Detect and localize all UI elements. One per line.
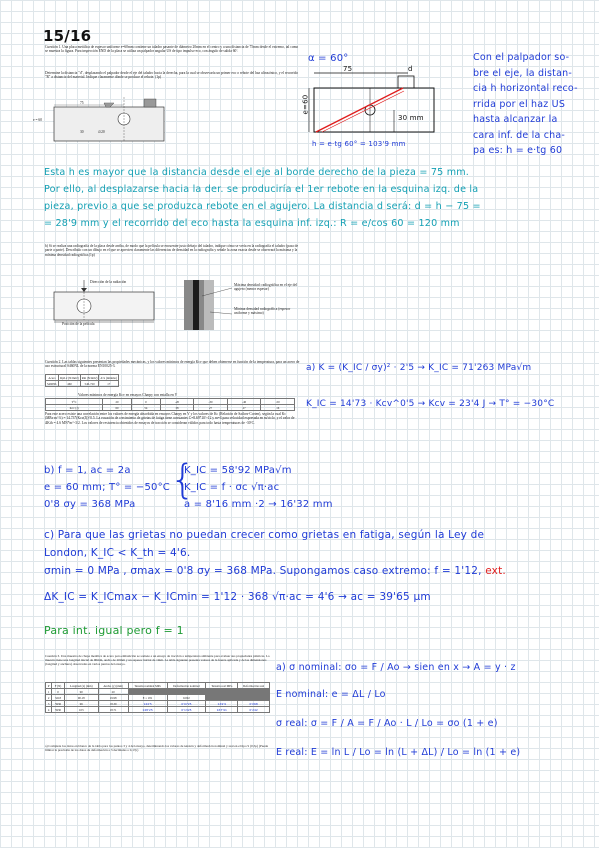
q1-intro: Cuestión 1. Una placa metálica de espesor uniforme e=60mm contiene un taladro pasante de diámetro 20mm en el centro y a una distancia de 75mm desde el extremo, tal como se muestra la figura. Para inspección END de la placa se utiliza un palpador angular US de tipo impulso-eco, con ángulo de salida 60º.	[45, 45, 299, 54]
q1-sketch-e: e=60	[301, 94, 310, 115]
q2-b-left-line: e = 60 mm; T° = −50°C	[44, 482, 170, 493]
table-header-cell: 0	[131, 399, 160, 405]
rad-label-min: Mínima densidad radiográfica (espesor uniforme y máximo)	[234, 307, 291, 316]
table-cell: 0	[52, 689, 65, 695]
q2-a-line2: K_IC = 14'73 · Kcv^0'5 → Kcv = 23'4 J → T° = −30°C	[306, 399, 555, 409]
q1-alpha: α = 60°	[308, 53, 349, 64]
q1-sketch-d: d	[408, 65, 413, 73]
q2-charpy-title: Valores mínimos de energía Kcv en ensayos Charpy con entalla en V	[78, 393, 178, 397]
q2-intro: Cuestión 2. Las tablas siguientes presentan las propiedades mecánicas, y los valores mínimos de energía Kcv que deben obtenerse en función de la temperatura, para un acero de uso estructural S460NL de la norma EN10025-3.	[45, 360, 300, 369]
table-cell: 5930	[52, 707, 65, 713]
q3-footer: a) Complete los datos en blanco de la tabla para los puntos 3 y 4 del ensayo, determinando los valores de tensión y deformación nominal y real en el tipo S (0,5p) (Puede limitar la precisión de los datos de deformación a 3 decimales o 0,17p)	[45, 744, 269, 752]
q2-a-line1: a) K = (K_IC / σy)² · 2'5 → K_IC = 71'263 MPa√m	[306, 363, 532, 373]
table-cell: 18.71	[98, 707, 128, 713]
q2-c-note: Para int. igual pero f = 1	[44, 624, 184, 637]
table-cell: 27	[227, 405, 261, 411]
table-cell: 54	[131, 405, 160, 411]
q1-fig-dim-top: 75	[80, 101, 84, 105]
table-header-cell: T°C	[46, 399, 103, 405]
q2-text: Para este acero existe una correlación entre los valores de energía absorbida en ensayos Charpy en V y los valores de Kc (Relación de Sailors-Corten), según la cual Kc (MPa·m^½) = 14.73*(Kcv(J))^0.5. La ecuación de crecimiento de grietas de fatiga tiene constantes C=8.69*10^-12 y m=4 para velocidad expresada en m/ciclo, y el valor de ΔKth = 4.6 MN*m^-3/2. Los valores de resistencia obtenidos de ensayos de tracción se consideran válidos para todo hasta temperaturas de -30ºC.	[45, 412, 295, 425]
table-header-cell: Rm (N/mm²)	[81, 375, 98, 380]
table-cell: Kcv (J)	[46, 405, 103, 411]
table-row	[46, 707, 270, 713]
page-number: 15/16	[43, 27, 92, 45]
table-cell: 38	[160, 405, 194, 411]
table-cell: 60	[103, 405, 132, 411]
q2-c-line: c) Para que las grietas no puedan crecer como grietas en fatiga, según la Ley de	[44, 529, 485, 541]
q1-note-line: Con el palpador so-	[473, 52, 570, 63]
q2-c-ext: ext.	[485, 565, 506, 577]
q3-hand-line: a) σ nominal: σo = F / Ao → sien en x → A = y · z	[276, 662, 516, 673]
table-header-cell: Ancho (y) (mm)	[98, 683, 128, 689]
table-cell: 3	[46, 701, 52, 707]
rad-label-film: Posición de la película	[62, 322, 95, 326]
q2-b-right-line: K_IC = 58'92 MPa√m	[184, 465, 292, 476]
q2-c-block	[44, 526, 596, 606]
q1-plate-figure	[44, 95, 214, 145]
table-header-cell: -20	[160, 399, 194, 405]
table-cell: 5936	[52, 701, 65, 707]
table-cell: 148'25	[128, 707, 167, 713]
table-header-cell: Deformación nominal	[167, 683, 206, 689]
table-cell: 2	[46, 695, 52, 701]
table-cell: 4	[46, 707, 52, 713]
q1-explanation	[44, 164, 596, 232]
q3-hand-block	[276, 660, 596, 760]
table-cell: E = 181	[128, 695, 167, 701]
q2-b-left-line: 0'8 σy = 368 MPa	[44, 499, 136, 510]
table-cell: 0'1325	[167, 707, 206, 713]
table-cell: 17	[99, 381, 119, 387]
table-cell: 3218	[52, 695, 65, 701]
table-cell: 103	[64, 707, 98, 713]
table-cell: 27	[194, 405, 228, 411]
table-cell: 460	[59, 381, 81, 387]
table-cell: 144'5	[128, 701, 167, 707]
table-header-cell: Rp0.2 (N/mm²)	[60, 375, 79, 380]
q1-b-prompt: b) Si se realiza una radiografía de la placa desde arriba, de modo que la película se encuentre justo debajo del taladro, indique cómo se vería en la radiografía el taladro (pasa de parte a parte). Descríbalo con un dibujo en el que se aprecien claramente las diferencias de densidad en la radiografía y señale la zona exacta desde se observará la máxima y la mínima densidad radiográfica.(1p)	[45, 244, 299, 257]
table-header-cell: 20	[103, 399, 132, 405]
table-cell: 16	[261, 405, 295, 411]
q1-fig-dim-side: e = 60	[33, 118, 43, 122]
table-cell: 0'0725	[167, 701, 206, 707]
q2-charpy-table	[45, 398, 295, 411]
q2-b-left	[44, 462, 170, 513]
q1-fig-dim-dia: ∅20	[98, 130, 105, 134]
table-header-cell: -30	[194, 399, 228, 405]
q1-hand-sketch	[308, 68, 468, 148]
table-cell: 0'068	[238, 701, 270, 707]
q3-hand-line: σ real: σ = F / A = F / Ao · L / Lo = σo (1 + e)	[276, 718, 498, 729]
q1-note-right	[473, 50, 597, 159]
table-header-cell: Acero	[46, 375, 59, 381]
table-cell: 540-720	[80, 381, 99, 387]
q1-note-line: pa es: h = e·tg 60	[473, 145, 563, 156]
q1-sketch-h: h = e·tg 60° = 103'9 mm	[312, 140, 406, 148]
q2-brace: {	[170, 457, 196, 503]
q1-sketch-75: 75	[343, 65, 353, 73]
q2-b-left-line: b) f = 1, ac = 2a	[44, 465, 131, 476]
table-cell: S460NL	[47, 381, 58, 386]
rad-label-direction: Dirección de la radiación	[90, 280, 127, 284]
q2-c-text: σmin = 0 MPa , σmax = 0'8 σy = 368 MPa. Supongamos caso extremo: f = 1'12,	[44, 565, 482, 577]
table-row	[46, 405, 295, 411]
table-row	[46, 381, 119, 387]
table-cell: 90	[64, 689, 98, 695]
table-cell: 0.002	[167, 695, 206, 701]
table-header-cell: Longitud (x) (mm)	[64, 683, 98, 689]
q1-explanation-line: Esta h es mayor que la distancia desde el eje al borde derecho de la pieza = 75 mm.	[44, 167, 470, 178]
q2-b-right-line: K_IC = f · σc √π·ac	[184, 482, 280, 493]
table-cell: 20	[98, 689, 128, 695]
q2-c-line	[44, 562, 596, 580]
q3-hand-line: E nominal: e = ΔL / Lo	[276, 689, 386, 700]
table-header-cell: -50	[261, 399, 295, 405]
q1-note-line: cia h horizontal reco-	[473, 83, 578, 94]
table-cell: 90.18	[64, 695, 98, 701]
table-header-cell: P	[46, 683, 52, 689]
table-header-cell: A% (mínimo)	[100, 375, 118, 380]
table-cell: 167'91	[206, 707, 238, 713]
q1-sketch-30: 30 mm	[398, 114, 424, 122]
q3-tensile-table	[45, 682, 270, 713]
table-header-cell: F (N)	[52, 683, 65, 689]
table-header-cell: -40	[227, 399, 261, 405]
q1-fig-dim-hole: 30	[80, 130, 84, 134]
q2-c-line: ΔK_IC = K_ICmax − K_ICmin = 1'12 · 368 √π·ac = 4'6 → ac = 39'65 μm	[44, 591, 431, 603]
q1-explanation-line: = 28'9 mm y el recorrido del eco hasta la esquina inf. izq.: R = e/cos 60 = 120 mm	[44, 218, 460, 229]
q1-explanation-line: pieza, previo a que se produzca rebote en el agujero. La distancia d será: d = h − 75 =	[44, 201, 481, 212]
q1-prompt-a: Determine la distancia "d", desplazando el palpador desde el eje del taladro hacia la derecha, para la cual se observaría un primer eco o rebote del haz ultrasónico, y el recorrido "R" a distancia del material. Indique claramente dónde se produce el rebote. (1p)	[45, 71, 299, 80]
q2-b-right-line: a = 8'16 mm ·2 → 16'32 mm	[184, 499, 333, 510]
q2-properties-table	[45, 374, 119, 387]
table-cell: 96	[64, 701, 98, 707]
q1-note-line: bre el eje, la distan-	[473, 67, 572, 79]
q2-b-right	[184, 462, 333, 513]
table-cell: 149'9	[206, 701, 238, 707]
table-header-cell: Deformación real	[238, 683, 270, 689]
table-cell: 19.98	[98, 695, 128, 701]
q3-hand-line: E real: E = ln L / Lo = ln (L + ΔL) / Lo = ln (1 + e)	[276, 747, 521, 758]
table-cell: 0'242	[238, 707, 270, 713]
table-header-cell: Tensión real MPa	[206, 683, 238, 689]
table-cell: 1	[46, 689, 52, 695]
q1-note-line: hasta alcanzar la	[473, 114, 558, 125]
q1-note-line: rrida por el haz US	[473, 98, 566, 110]
q1-note-line: cara inf. de la cha-	[473, 129, 566, 141]
q1-explanation-line: Por ello, al desplazarse hacia la der. se produciría el 1er rebote en la esquina izq. de la	[44, 184, 479, 195]
q3-intro: Cuestión 3. Una muestra de chapa metálica de acero para embutición se somete a un ensayo de tracción a temperatura ambiente para evaluar sus propiedades plásticas. La muestra tiene una longitud inicial de 90mm, ancho de 20mm y un espesor inicial de 1mm. La tabla siguiente presenta valores de la fuerza aplicada y de las dimensiones (longitud y anchura) observadas en varios puntos del ensayo.	[45, 654, 270, 666]
rad-label-max: Máxima densidad: radiográfica en el eje del agujero (menor espesor)	[234, 283, 298, 292]
table-header-cell: Tensión nominal MPa	[128, 683, 167, 689]
q2-c-line: London, K_IC < K_th = 4'6.	[44, 547, 191, 559]
table-cell: 18.39	[98, 701, 128, 707]
